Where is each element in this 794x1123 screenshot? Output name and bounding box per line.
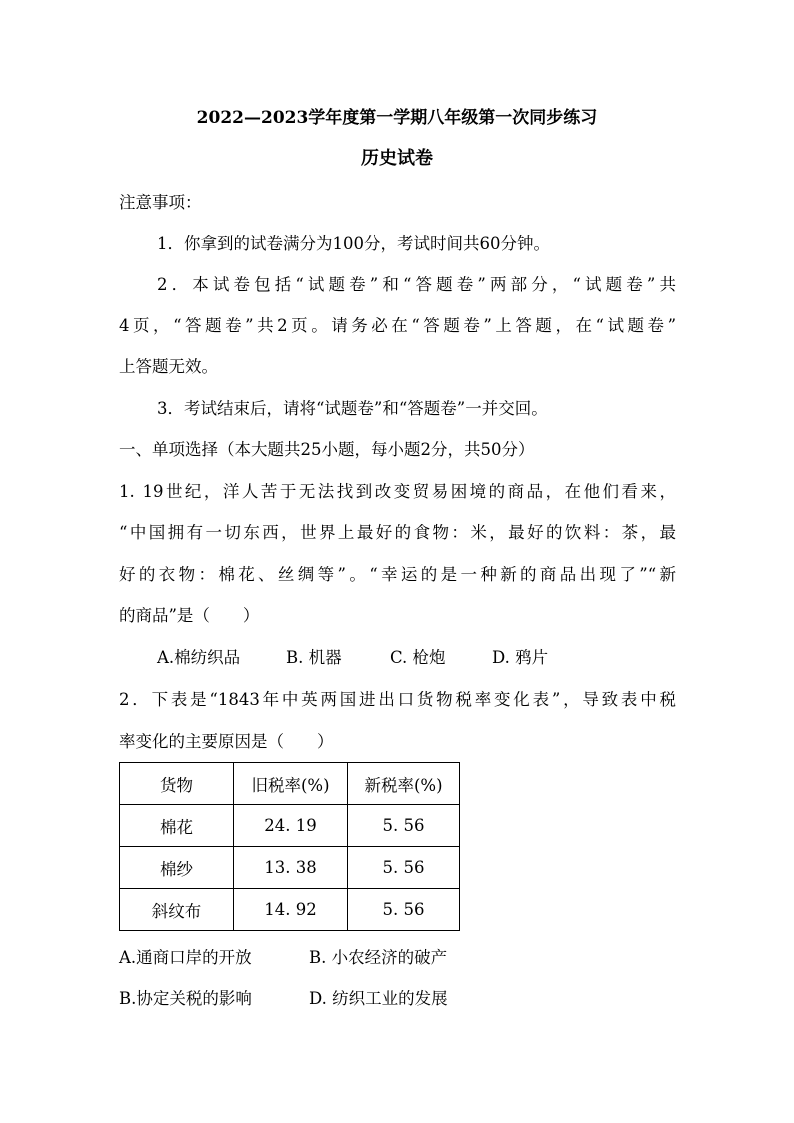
section-1-heading: 一、单项选择（本大题共25小题，每小题2分，共50分） — [119, 440, 535, 459]
question-1-line-3: 好的衣物：棉花、丝绸等”。“幸运的是一种新的商品出现了”“新 — [119, 565, 676, 584]
table-row — [120, 805, 460, 847]
table-row — [120, 889, 460, 931]
exam-subtitle: 历史试卷 — [361, 148, 433, 169]
option-d: D. 鸦片 — [492, 648, 549, 667]
notes-heading: 注意事项： — [119, 193, 202, 212]
option-a: A.通商口岸的开放 — [119, 948, 252, 967]
question-2-options-line-1 — [119, 946, 447, 970]
note-item-3: 3．考试结束后，请将“试题卷”和“答题卷”一并交回。 — [157, 399, 548, 418]
table-header-cell: 新税率(%) — [348, 763, 460, 805]
table-cell: 14. 92 — [234, 889, 348, 931]
table-cell: 棉纱 — [120, 847, 234, 889]
table-cell: 13. 38 — [234, 847, 348, 889]
question-1-line-2: “中国拥有一切东西，世界上最好的食物：米，最好的饮料：茶，最 — [119, 523, 676, 542]
option-c: B.协定关税的影响 — [119, 989, 252, 1008]
question-1-line-1: 1. 19世纪，洋人苦于无法找到改变贸易困境的商品，在他们看来， — [119, 482, 676, 501]
exam-title: 2022—2023学年度第一学期八年级第一次同步练习 — [196, 108, 598, 128]
note-item-2-line-1: 2．本试卷包括“试题卷”和“答题卷”两部分，“试题卷”共 — [157, 275, 676, 294]
option-a: A.棉纺织品 — [157, 648, 241, 667]
tariff-table — [119, 762, 460, 931]
option-b: B. 小农经济的破产 — [309, 948, 448, 967]
note-item-2-line-2: 4页，“答题卷”共2页。请务必在“答题卷”上答题，在“试题卷” — [119, 316, 676, 335]
table-cell: 5. 56 — [348, 847, 460, 889]
table-header-cell: 旧税率(%) — [234, 763, 348, 805]
table-header-cell: 货物 — [120, 763, 234, 805]
question-1-options — [157, 646, 548, 670]
note-item-2-line-3: 上答题无效。 — [119, 357, 218, 376]
table-cell: 斜纹布 — [120, 889, 234, 931]
option-d: D. 纺织工业的发展 — [309, 989, 448, 1008]
option-c: C. 枪炮 — [390, 648, 446, 667]
question-2-line-1: 2．下表是“1843年中英两国进出口货物税率变化表”，导致表中税 — [119, 690, 676, 709]
table-cell: 棉花 — [120, 805, 234, 847]
question-1-line-4: 的商品”是（ ） — [119, 606, 260, 625]
question-2-options-line-2 — [119, 987, 448, 1011]
option-b: B. 机器 — [286, 648, 342, 667]
table-header-row — [120, 763, 460, 805]
question-2-line-2: 率变化的主要原因是（ ） — [119, 732, 334, 751]
table-cell: 5. 56 — [348, 805, 460, 847]
note-item-1: 1．你拿到的试卷满分为100分，考试时间共60分钟。 — [157, 234, 550, 253]
table-row — [120, 847, 460, 889]
table-cell: 24. 19 — [234, 805, 348, 847]
table-cell: 5. 56 — [348, 889, 460, 931]
